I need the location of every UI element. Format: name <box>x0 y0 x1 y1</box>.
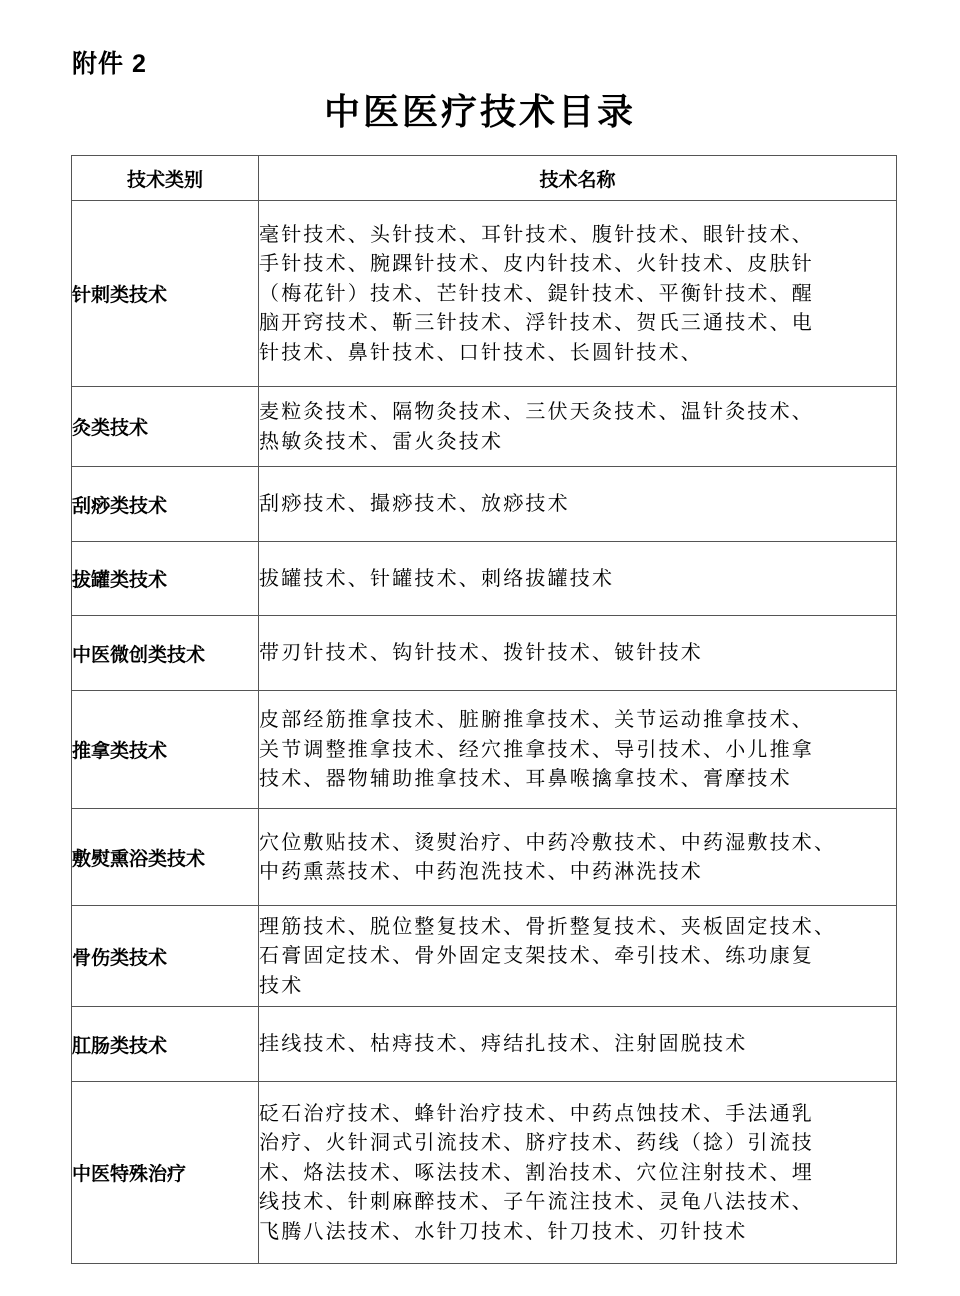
technique-names-line: 挂线技术、枯痔技术、痔结扎技术、注射固脱技术 <box>259 1031 748 1056</box>
technique-names-line: 线技术、针刺麻醉技术、子午流注技术、灵龟八法技术、 <box>259 1189 814 1214</box>
technique-names-cell <box>259 809 897 906</box>
technique-category-cell: 肛肠类技术 <box>72 1007 259 1082</box>
technique-names-cell <box>259 542 897 616</box>
table-row <box>72 1007 897 1082</box>
table-row <box>72 1082 897 1264</box>
technique-names-line: 手针技术、腕踝针技术、皮内针技术、火针技术、皮肤针 <box>259 251 814 276</box>
technique-names-cell <box>259 906 897 1007</box>
technique-names-line: 砭石治疗技术、蜂针治疗技术、中药点蚀技术、手法通乳 <box>259 1100 814 1125</box>
technique-names-line: 飞腾八法技术、水针刀技术、针刀技术、刃针技术 <box>259 1218 748 1243</box>
technique-names-cell <box>259 1007 897 1082</box>
technique-names-line: 理筋技术、脱位整复技术、骨折整复技术、夹板固定技术、 <box>259 913 837 938</box>
technique-names-line: 皮部经筋推拿技术、脏腑推拿技术、关节运动推拿技术、 <box>259 707 814 732</box>
technique-names-line: 中药熏蒸技术、中药泡洗技术、中药淋洗技术 <box>259 859 703 883</box>
table-body <box>72 201 897 1264</box>
technique-names-line: 拔罐技术、针罐技术、刺络拔罐技术 <box>259 565 615 590</box>
technique-names-line: 技术 <box>259 972 304 997</box>
column-header-category: 技术类别 <box>72 156 259 201</box>
technique-names-line: （梅花针）技术、芒针技术、鍉针技术、平衡针技术、醒 <box>259 280 814 305</box>
technique-names-line: 穴位敷贴技术、烫熨治疗、中药冷敷技术、中药湿敷技术、 <box>259 829 837 854</box>
technique-category-cell: 灸类技术 <box>72 387 259 467</box>
technique-names-line: 热敏灸技术、雷火灸技术 <box>259 428 504 453</box>
technique-names-line: 关节调整推拿技术、经穴推拿技术、导引技术、小儿推拿 <box>259 736 814 761</box>
technique-names-cell <box>259 201 897 387</box>
technique-names-line: 带刃针技术、钩针技术、拨针技术、铍针技术 <box>259 640 703 665</box>
column-header-technique-names: 技术名称 <box>259 156 897 201</box>
technique-catalog-table <box>71 155 897 1264</box>
table-row <box>72 691 897 809</box>
technique-names-cell <box>259 1082 897 1264</box>
technique-names-cell <box>259 467 897 542</box>
technique-category-cell: 拔罐类技术 <box>72 542 259 616</box>
technique-names-line: 脑开窍技术、靳三针技术、浮针技术、贺氏三通技术、电 <box>259 310 814 335</box>
document-title: 中医医疗技术目录 <box>323 92 636 133</box>
table-row <box>72 467 897 542</box>
technique-category-cell: 中医特殊治疗 <box>72 1082 259 1264</box>
technique-category-cell: 刮痧类技术 <box>72 467 259 542</box>
technique-names-cell <box>259 616 897 691</box>
technique-names-line: 术、烙法技术、啄法技术、割治技术、穴位注射技术、埋 <box>259 1159 814 1184</box>
technique-names-line: 毫针技术、头针技术、耳针技术、腹针技术、眼针技术、 <box>259 221 814 246</box>
technique-category-cell: 推拿类技术 <box>72 691 259 809</box>
technique-category-cell: 中医微创类技术 <box>72 616 259 691</box>
technique-category-cell: 敷熨熏浴类技术 <box>72 809 259 906</box>
technique-names-line: 治疗、火针洞式引流技术、脐疗技术、药线（捻）引流技 <box>259 1130 814 1155</box>
table-row <box>72 201 897 387</box>
technique-names-line: 技术、器物辅助推拿技术、耳鼻喉擒拿技术、膏摩技术 <box>259 766 792 791</box>
technique-category-cell: 针刺类技术 <box>72 201 259 387</box>
table-row <box>72 906 897 1007</box>
attachment-label: 附件 2 <box>72 50 147 78</box>
technique-names-cell <box>259 387 897 467</box>
technique-names-cell <box>259 691 897 809</box>
table-row <box>72 616 897 691</box>
table-header-row <box>72 156 897 201</box>
table-row <box>72 387 897 467</box>
table-row <box>72 809 897 906</box>
table-row <box>72 542 897 616</box>
technique-names-line: 刮痧技术、撮痧技术、放痧技术 <box>259 491 570 516</box>
technique-category-cell: 骨伤类技术 <box>72 906 259 1007</box>
technique-names-line: 麦粒灸技术、隔物灸技术、三伏天灸技术、温针灸技术、 <box>259 399 814 423</box>
technique-names-line: 针技术、鼻针技术、口针技术、长圆针技术、 <box>259 339 703 364</box>
technique-names-line: 石膏固定技术、骨外固定支架技术、牵引技术、练功康复 <box>259 943 814 968</box>
